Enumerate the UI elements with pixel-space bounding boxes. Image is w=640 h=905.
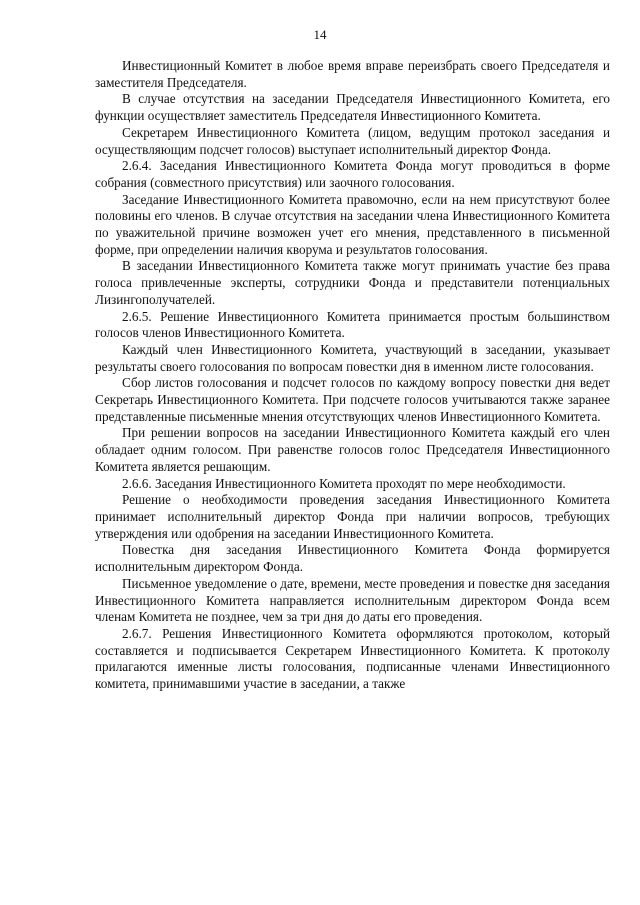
- paragraph-12: Решение о необходимости проведения заседания Инвестиционного Комитета принимает исполнительный директор Фонда при наличии вопросов, требующих утверждения или одобрения на заседании Инвестиционного Комитета.: [95, 492, 610, 541]
- page-number: 14: [313, 27, 327, 42]
- paragraph-10: При решении вопросов на заседании Инвестиционного Комитета каждый его член обладает одним голосом. При равенстве голосов голос Председателя Инвестиционного Комитета является решающим.: [95, 425, 610, 474]
- paragraph-11: 2.6.6. Заседания Инвестиционного Комитета проходят по мере необходимости.: [122, 475, 566, 491]
- paragraph-2: В случае отсутствия на заседании Председателя Инвестиционного Комитета, его функции осуществляет заместитель Председателя Инвестиционного Комитета.: [95, 91, 610, 124]
- paragraph-1: Инвестиционный Комитет в любое время вправе переизбрать своего Председателя и заместителя Председателя.: [95, 58, 610, 90]
- paragraph-7: 2.6.5. Решение Инвестиционного Комитета принимается простым большинством голосов членов Инвестиционного Комитета.: [95, 308, 610, 341]
- paragraph-3: Секретарем Инвестиционного Комитета (лицом, ведущим протокол заседания и осуществляющим подсчет голосов) выступает исполнительный директор Фонда.: [95, 124, 610, 157]
- paragraph-6: В заседании Инвестиционного Комитета также могут принимать участие без права голоса привлеченные эксперты, сотрудники Фонда и представители потенциальных Лизингополучателей.: [95, 258, 610, 307]
- paragraph-8: Каждый член Инвестиционного Комитета, участвующий в заседании, указывает результаты своего голосования по вопросам повестки дня в именном листе голосования.: [95, 341, 610, 374]
- paragraph-15: 2.6.7. Решения Инвестиционного Комитета оформляются протоколом, который составляется и подписывается Секретарем Инвестиционного Комитета. К протоколу прилагаются именные листы голосования, подписанные членами Инвестиционного комитета, принимавшими участие в заседании, а также: [95, 625, 610, 692]
- paragraph-4: 2.6.4. Заседания Инвестиционного Комитета Фонда могут проводиться в форме собрания (совместного присутствия) или заочного голосования.: [95, 158, 610, 190]
- paragraph-9: Сбор листов голосования и подсчет голосов по каждому вопросу повестки дня ведет Секретарь Инвестиционного Комитета. При подсчете голосов учитываются также заранее представленные письменные мнения отсутствующих членов Инвестиционного Комитета.: [95, 375, 610, 424]
- paragraph-5: Заседание Инвестиционного Комитета правомочно, если на нем присутствуют более половины его членов. В случае отсутствия на заседании члена Инвестиционного Комитета по уважительной причине возможен учет его мнения, представленного в письменной форме, при определении наличия кворума и результатов голосования.: [95, 191, 610, 257]
- paragraph-13: Повестка дня заседания Инвестиционного Комитета Фонда формируется исполнительным директором Фонда.: [95, 542, 610, 575]
- paragraph-14: Письменное уведомление о дате, времени, месте проведения и повестке дня заседания Инвестиционного Комитета направляется исполнительным директором Фонда всем членам Комитета не позднее, чем за три дня до даты его проведения.: [95, 575, 610, 625]
- document-body: [95, 58, 610, 693]
